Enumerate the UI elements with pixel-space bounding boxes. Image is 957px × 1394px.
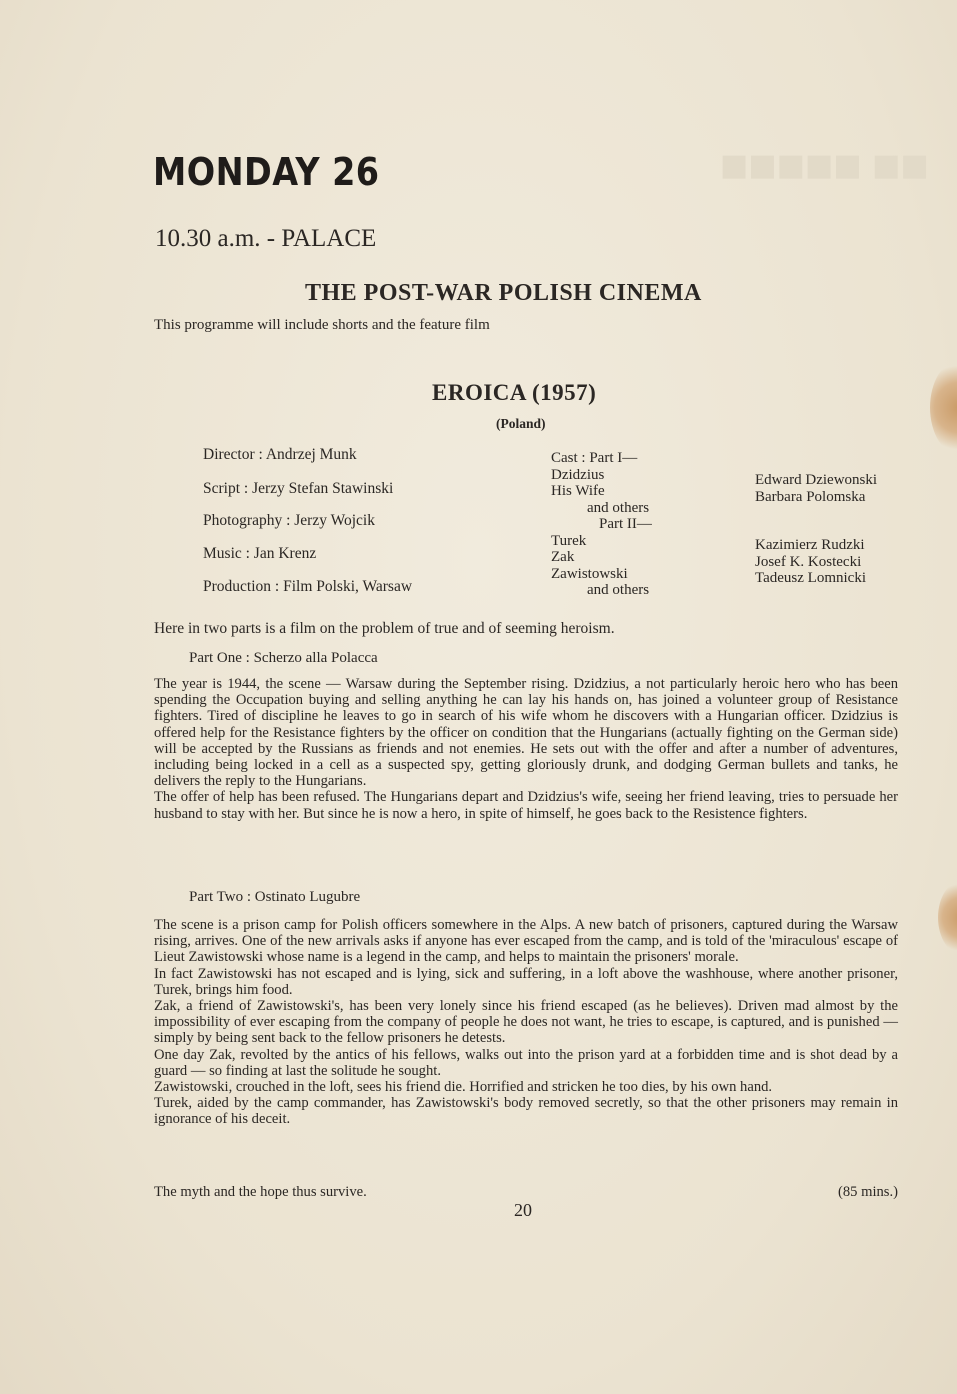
cast-part2-header: Part II— [599, 516, 652, 532]
cast-roles [551, 450, 652, 599]
synopsis-paragraph: Zak, a friend of Zawistowski's, has been very lonely since his friend escaped (as he believes). Driven mad almost by the impossibility of ever escaping from the company of people he does not want, he tries to escape, is captured, and is punished — simply by being sent back to the fellow prisoners he detests. [154, 998, 898, 1047]
cast-role: Dzidzius [551, 466, 605, 483]
credit-photography: Photography : Jerzy Wojcik [203, 512, 375, 529]
film-runtime: (85 mins.) [838, 1184, 898, 1200]
programme-intro: This programme will include shorts and the feature film [154, 317, 490, 333]
day-heading: MONDAY 26 [153, 150, 380, 194]
cast-role: Zak [551, 549, 575, 565]
cast-others: and others [587, 499, 650, 516]
part-two-heading: Part Two : Ostinato Lugubre [189, 889, 361, 905]
cast-actor: Kazimierz Rudzki [755, 537, 865, 553]
session-time-venue: 10.30 a.m. - PALACE [155, 225, 377, 252]
closing-line-row [154, 1184, 898, 1201]
synopsis-paragraph: Turek, aided by the camp commander, has Zawistowski's body removed secretly, so that the other prisoners may remain in ignorance of his deceit. [154, 1095, 898, 1128]
credit-music: Music : Jan Krenz [203, 545, 317, 562]
closing-line: The myth and the hope thus survive. [154, 1184, 367, 1200]
cast-header: Cast : Part I— [551, 450, 638, 466]
show-through-text: ■■■■■ ■■ [720, 148, 929, 183]
part-two-synopsis [154, 917, 898, 1128]
cast-actor: Josef K. Kostecki [755, 553, 862, 570]
film-title: EROICA (1957) [432, 380, 597, 405]
cast-role: Zawistowski [551, 565, 628, 582]
cast-actors-part1 [755, 472, 877, 505]
page-number: 20 [514, 1200, 532, 1220]
cast-role: His Wife [551, 483, 605, 499]
paper-stain [938, 880, 957, 955]
cast-actor: Tadeusz Lomnicki [755, 570, 866, 586]
series-title: THE POST-WAR POLISH CINEMA [305, 280, 702, 306]
cast-others: and others [587, 582, 650, 598]
synopsis-paragraph: One day Zak, revolted by the antics of his fellows, walks out into the prison yard at a forbidden time and is shot dead by a guard — so finding at last the solitude he sought. [154, 1046, 898, 1079]
synopsis-paragraph: The scene is a prison camp for Polish officers somewhere in the Alps. A new batch of prisoners, captured during the Warsaw rising, arrives. One of the new arrivals asks if anyone has ever escaped from the camp, and is told of the 'miraculous' escape of Lieut Zawistowski whose name is a legend in the camp, and helps to maintain the prisoners' morale. [154, 917, 898, 966]
synopsis-paragraph: The year is 1944, the scene — Warsaw during the September rising. Dzidzius, a not particularly heroic hero who has been spending the Occupation buying and selling anything he can lay his hands on, has joined a volunteer group of Resistance fighters. Tired of discipline he leaves to go in search of his wife whom he discovers with a Hungarian officer. Dzidzius is offered help for the Resistance fighters by the officer on condition that the Hungarians (actually fighting on the German side) will be accepted by the Russians as friends and not enemies. He sets out with the offer and after a number of adventures, including being locked in a cell as a suspected spy, getting gloriously drunk, and dodging German bullets and tanks, he delivers the reply to the Hungarians. [154, 676, 898, 790]
film-summary: Here in two parts is a film on the problem of true and of seeming heroism. [154, 620, 615, 637]
film-country: (Poland) [496, 416, 546, 431]
credit-production: Production : Film Polski, Warsaw [203, 578, 413, 595]
part-one-synopsis [154, 676, 898, 822]
cast-actors-part2 [755, 537, 866, 587]
synopsis-paragraph: The offer of help has been refused. The Hungarians depart and Dzidzius's wife, seeing her friend leaving, tries to persuade her husband to stay with her. But since he is now a hero, in spite of himself, he goes back to the Resistence fighters. [154, 789, 898, 822]
synopsis-paragraph: Zawistowski, crouched in the loft, sees his friend die. Horrified and stricken he too dies, by his own hand. [154, 1079, 773, 1096]
credit-director: Director : Andrzej Munk [203, 446, 357, 463]
part-one-heading: Part One : Scherzo alla Polacca [189, 650, 378, 666]
credit-script: Script : Jerzy Stefan Stawinski [203, 480, 394, 497]
synopsis-paragraph: In fact Zawistowski has not escaped and is lying, sick and suffering, in a loft above the washhouse, where another prisoner, Turek, brings him food. [154, 965, 898, 998]
cast-actor: Barbara Polomska [755, 488, 866, 505]
cast-actor: Edward Dziewonski [755, 472, 878, 488]
cast-role: Turek [551, 532, 587, 549]
paper-stain [930, 360, 957, 455]
